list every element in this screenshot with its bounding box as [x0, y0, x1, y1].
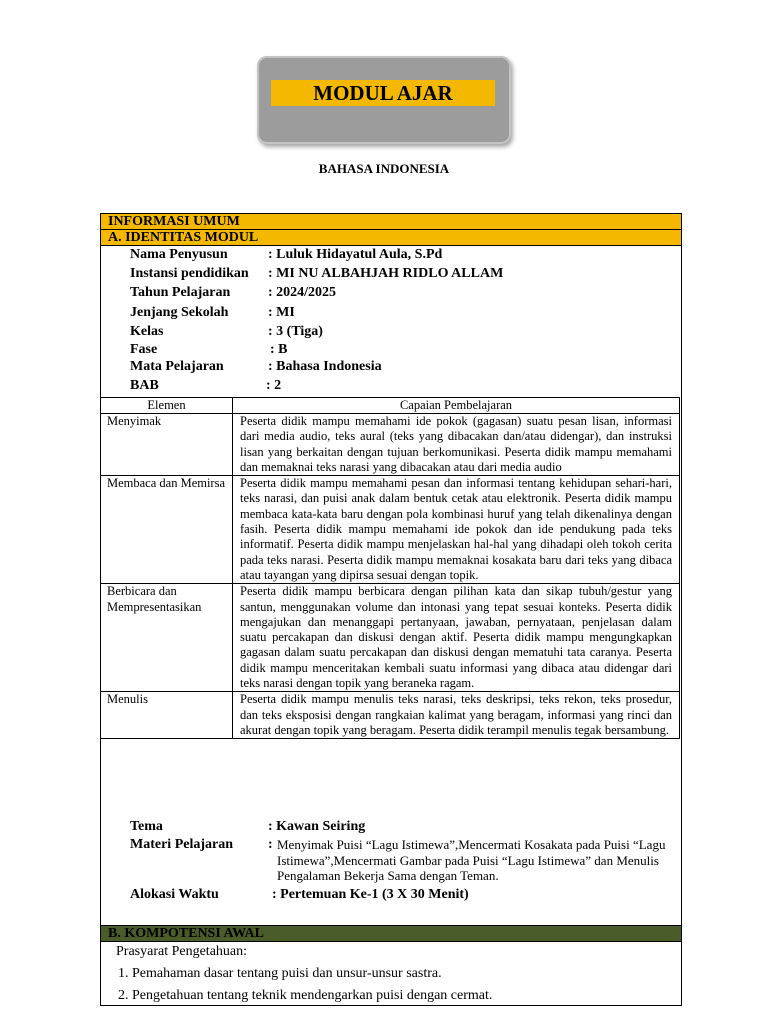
- identity-value: : 3 (Tiga): [268, 324, 323, 339]
- document-title: MODUL AJAR: [271, 80, 495, 106]
- section-b-label: B. KOMPOTENSI AWAL: [108, 926, 264, 941]
- header-capaian: Capaian Pembelajaran: [233, 398, 680, 414]
- elemen-cell: Berbicara dan Mempresentasikan: [101, 584, 233, 692]
- identity-row: [130, 342, 288, 358]
- header-elemen: Elemen: [101, 398, 233, 414]
- table-row: [101, 692, 680, 739]
- table-row: [101, 476, 680, 584]
- identity-row: [130, 305, 295, 321]
- section-informasi-umum-label: INFORMASI UMUM: [108, 214, 240, 229]
- capaian-cell: Peserta didik mampu memahami pesan dan informasi tentang kehidupan sehari-hari, teks narasi, dan puisi anak dalam bentuk cetak atau elektronik. Peserta didik mampu membaca kata-kata baru dengan pola kombinasi huruf yang telah dikenalinya dengan fasih. Peserta didik mampu memahami ide pokok dan ide pendukung pada teks informatif. Peserta didik mampu menjelaskan hal-hal yang dihadapi oleh tokoh cerita pada teks narasi. Peserta didik mampu memaknai kosakata baru dari teks yang dibaca atau tayangan yang dipirsa sesuai dengan topik.: [233, 476, 680, 584]
- identity-label: BAB: [130, 378, 159, 393]
- table-row: [101, 414, 680, 476]
- materi-value: Menyimak Puisi “Lagu Istimewa”,Mencermati Kosakata pada Puisi “Lagu Istimewa”,Mencermati Gambar pada Puisi “Lagu Istimewa” dan Menulis Pengalaman Bekerja Sama dengan Teman.: [277, 837, 666, 883]
- identity-value: : B: [270, 342, 288, 357]
- list-item: 2. Pengetahuan tentang teknik mendengarkan puisi dengan cermat.: [118, 988, 493, 1003]
- identity-row: [130, 247, 443, 263]
- capaian-cell: Peserta didik mampu menulis teks narasi, teks deskripsi, teks rekon, teks prosedur, dan teks eksposisi dengan rangkaian kalimat yang beragam, informasi yang rinci dan akurat dengan topik yang beragam. Peserta didik terampil menulis tegak bersambung.: [233, 692, 680, 739]
- elemen-cell: Menyimak: [101, 414, 233, 476]
- table-row: [101, 584, 680, 692]
- identity-label: Nama Penyusun: [130, 247, 228, 262]
- elemen-cell: Menulis: [101, 692, 233, 739]
- identity-value: : MI NU ALBAHJAH RIDLO ALLAM: [268, 266, 504, 281]
- identity-value: : Luluk Hidayatul Aula, S.Pd: [268, 247, 443, 262]
- tema-value: : Kawan Seiring: [268, 819, 366, 834]
- alokasi-value: : Pertemuan Ke-1 (3 X 30 Menit): [272, 887, 469, 902]
- identity-row: [130, 324, 323, 340]
- identity-label: Mata Pelajaran: [130, 359, 224, 374]
- section-informasi-umum: [100, 213, 682, 230]
- materi-colon: :: [268, 837, 273, 852]
- identity-value: : 2024/2025: [268, 285, 337, 300]
- identity-value: : 2: [266, 378, 282, 393]
- identity-row: [130, 266, 504, 282]
- identity-row: [130, 285, 337, 301]
- identity-label: Tahun Pelajaran: [130, 285, 231, 300]
- section-b-kompetensi: [100, 925, 682, 942]
- identity-value: : Bahasa Indonesia: [268, 359, 382, 374]
- capaian-cell: Peserta didik mampu memahami ide pokok (gagasan) suatu pesan lisan, informasi dari media audio, teks aural (teks yang dibacakan dan/atau didengar), dan instruksi lisan yang berkaitan dengan tujuan berkomunikasi. Peserta didik mampu memahami dan memaknai teks narasi yang dibacakan atau dari media audio: [233, 414, 680, 476]
- identity-value: : MI: [268, 305, 295, 320]
- capaian-cell: Peserta didik mampu berbicara dengan pilihan kata dan sikap tubuh/gestur yang santun, menggunakan volume dan intonasi yang tepat sesuai konteks. Peserta didik mengajukan dan menanggapi pertanyaan, jawaban, pernyataan, penjelasan dalam suatu percakapan dan diskusi dengan aktif. Peserta didik mampu mengungkapkan gagasan dalam suatu percakapan dan diskusi dengan mematuhi tata caranya. Peserta didik mampu menceritakan kembali suatu informasi yang dibaca atau didengar dari teks narasi dengan topik yang beraneka ragam.: [233, 584, 680, 692]
- elemen-cell: Membaca dan Memirsa: [101, 476, 233, 584]
- title-badge: [257, 56, 511, 144]
- identity-label: Kelas: [130, 324, 164, 339]
- identity-label: Fase: [130, 342, 158, 357]
- alokasi-label: Alokasi Waktu: [130, 887, 219, 902]
- identity-label: Jenjang Sekolah: [130, 305, 229, 320]
- prasyarat-title: Prasyarat Pengetahuan:: [116, 944, 248, 959]
- section-a-label: A. IDENTITAS MODUL: [108, 230, 259, 245]
- materi-label: Materi Pelajaran: [130, 837, 234, 852]
- section-a-identitas: [100, 229, 682, 246]
- identity-label: Instansi pendidikan: [130, 266, 249, 281]
- identity-row: [130, 378, 282, 394]
- tema-label: Tema: [130, 819, 163, 834]
- table-header-row: [101, 398, 680, 414]
- capaian-pembelajaran-table: [100, 397, 680, 739]
- identity-row: [130, 359, 382, 375]
- subject-heading: BAHASA INDONESIA: [318, 161, 450, 176]
- list-item: 1. Pemahaman dasar tentang puisi dan unsur-unsur sastra.: [118, 966, 442, 981]
